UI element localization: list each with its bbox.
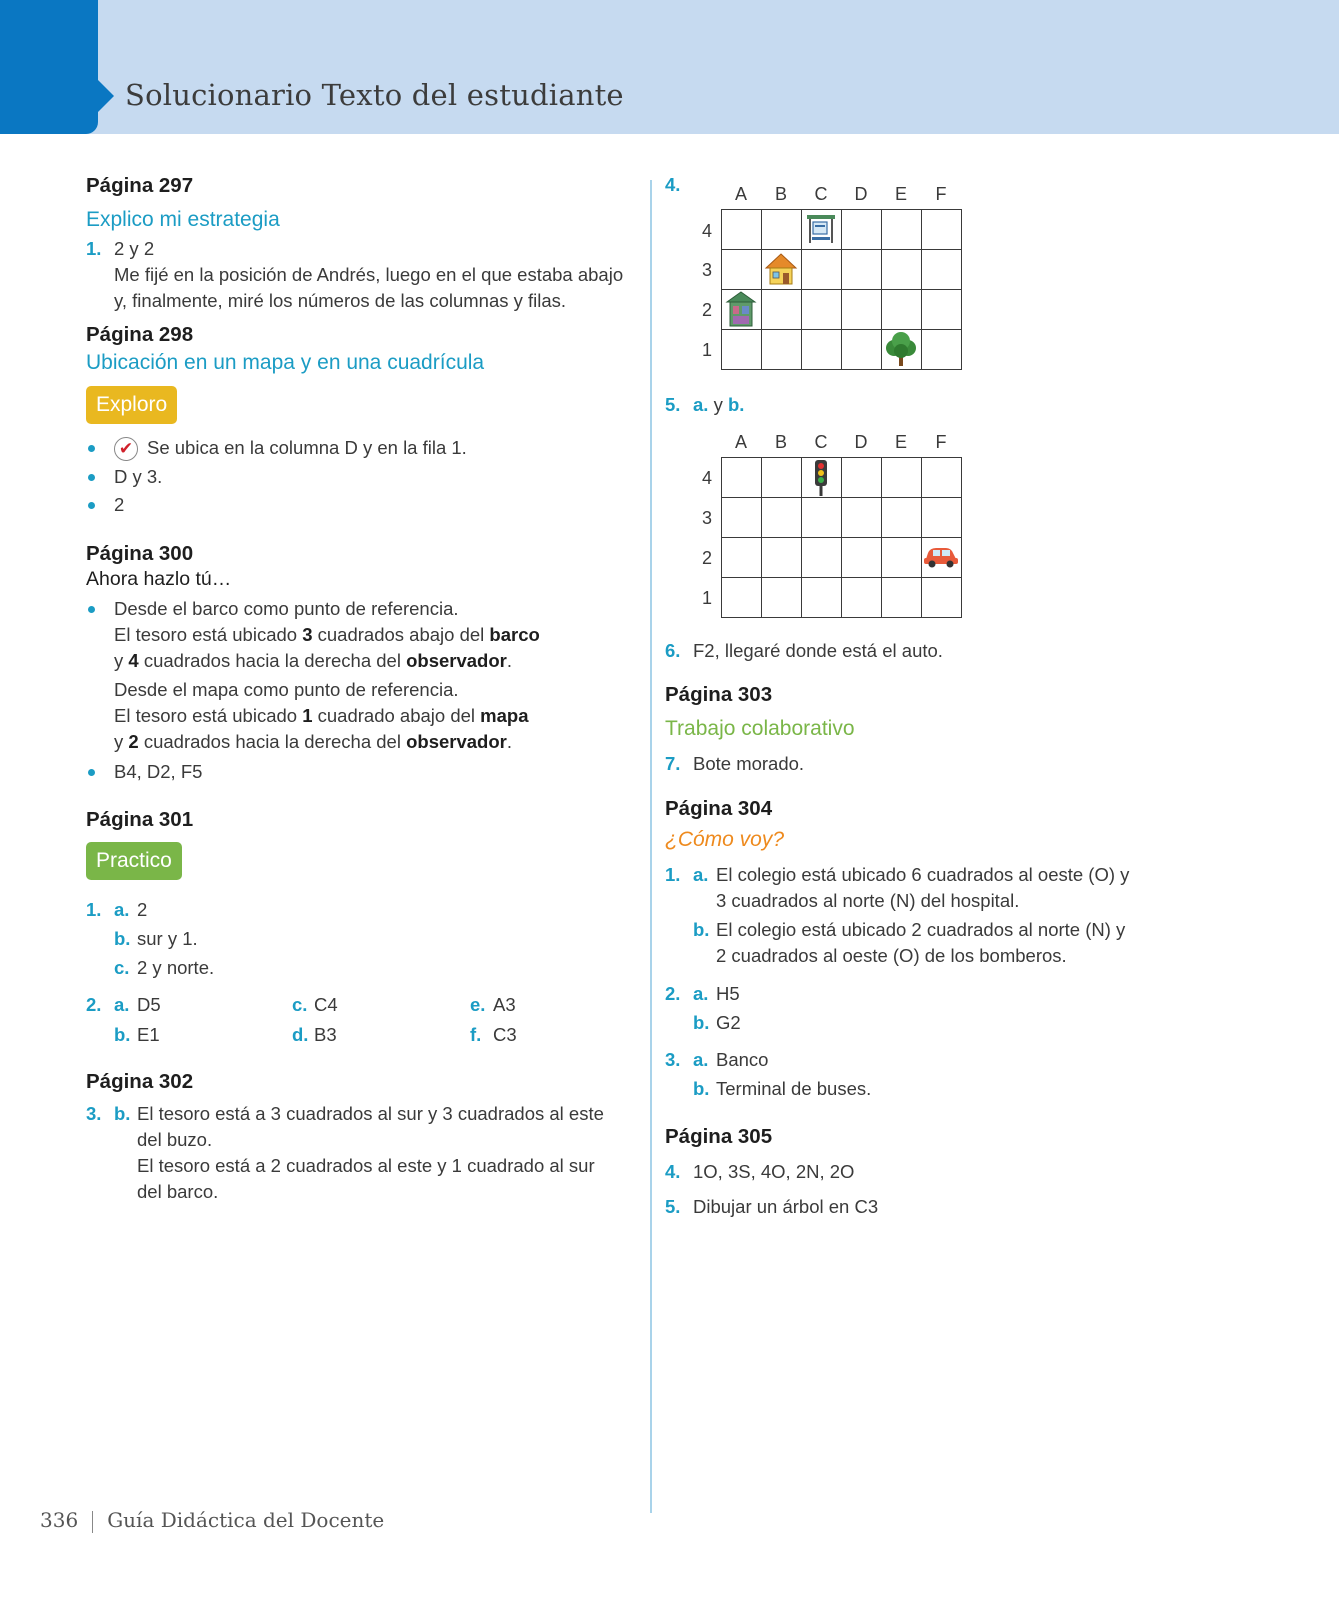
sub-label: a.	[693, 1049, 709, 1070]
item-number: 1.	[86, 899, 102, 920]
sub-label: d.	[292, 1024, 309, 1045]
page-304-heading: Página 304	[665, 797, 773, 820]
sub-label: f.	[470, 1024, 482, 1045]
page-302-heading: Página 302	[86, 1070, 194, 1093]
answer-text: E1	[137, 1024, 160, 1045]
item-number: 2.	[86, 994, 102, 1015]
como-voy-heading: ¿Cómo voy?	[665, 828, 785, 851]
item-number: 3.	[86, 1103, 102, 1124]
answer-text: del buzo.	[137, 1129, 213, 1150]
bullet-text: 2	[114, 494, 125, 515]
answer-text: El colegio está ubicado 2 cuadrados al norte (N) y	[716, 919, 1126, 940]
answer-text: C4	[314, 994, 338, 1015]
bullet-icon	[88, 606, 95, 613]
explorо-badge: Explorо	[86, 386, 177, 424]
item-number: 1.	[665, 864, 681, 885]
page-305-heading: Página 305	[665, 1125, 773, 1148]
page-title: Solucionario Texto del estudiante	[125, 78, 624, 112]
bullet-text: Desde el mapa como punto de referencia.	[114, 679, 459, 700]
grid-col-label: B	[774, 432, 787, 452]
answer-text: sur y 1.	[137, 928, 198, 949]
answer-text: D5	[137, 994, 161, 1015]
grid-col-label: F	[935, 184, 947, 204]
column-divider	[650, 180, 652, 1513]
traffic-light-icon	[812, 459, 830, 497]
footer-title: Guía Didáctica del Docente	[107, 1508, 385, 1532]
item-number: 5.	[665, 394, 681, 415]
answer-text: 2 y 2	[114, 238, 155, 259]
sub-label: b.	[693, 1012, 710, 1033]
bullet-icon	[88, 445, 95, 452]
grid-row-label: 3	[701, 260, 712, 280]
item-number: 1.	[86, 238, 102, 259]
page-301-heading: Página 301	[86, 808, 194, 831]
sub-label: e.	[470, 994, 486, 1015]
answer-text: 2 y norte.	[137, 957, 215, 978]
answer-text: Terminal de buses.	[716, 1078, 872, 1099]
grid-col-label: A	[734, 432, 747, 452]
q5-label: a. y b.	[693, 394, 745, 415]
answer-text: C3	[493, 1024, 517, 1045]
grid-table	[721, 457, 962, 618]
car-icon	[922, 543, 960, 569]
bus-stop-icon	[803, 211, 839, 247]
sub-label: a.	[693, 983, 709, 1004]
ubicacion-heading: Ubicación en un mapa y en una cuadrícula	[86, 351, 485, 374]
explico-heading: Explico mi estrategia	[86, 208, 280, 231]
grid-row-label: 2	[701, 300, 712, 320]
grid-col-label: D	[854, 184, 868, 204]
bullet-text: Se ubica en la columna D y en la fila 1.	[147, 437, 467, 458]
trabajo-heading: Trabajo colaborativo	[665, 717, 855, 740]
sub-label: b.	[693, 919, 710, 940]
sub-label: b.	[114, 1103, 131, 1124]
bullet-icon	[88, 769, 95, 776]
house-icon	[763, 251, 799, 287]
page-297-heading: Página 297	[86, 174, 194, 197]
grid-col-label: B	[774, 184, 787, 204]
item-number: 5.	[665, 1196, 681, 1217]
answer-text: Bote morado.	[693, 753, 805, 774]
answer-text: 3 cuadrados al norte (N) del hospital.	[716, 890, 1020, 911]
bullet-text: B4, D2, F5	[114, 761, 203, 782]
bullet-text: Desde el barco como punto de referencia.	[114, 598, 459, 619]
answer-text: B3	[314, 1024, 337, 1045]
answer-text: 2	[137, 899, 148, 920]
bullet-text: y 2 cuadrados hacia la derecha del observador.	[114, 731, 512, 752]
grid-col-label: E	[894, 184, 907, 204]
bullet-text: El tesoro está ubicado 1 cuadrado abajo del mapa	[114, 705, 529, 726]
grid-row-label: 1	[701, 340, 712, 360]
header-band	[0, 0, 1339, 134]
answer-text: F2, llegaré donde está el auto.	[693, 640, 943, 661]
footer-page-number: 336	[40, 1508, 79, 1532]
footer-separator	[92, 1511, 93, 1533]
answer-text: El tesoro está a 2 cuadrados al este y 1 cuadrado al sur	[137, 1155, 595, 1176]
page-298-heading: Página 298	[86, 323, 194, 346]
sub-label: c.	[292, 994, 308, 1015]
item-number: 7.	[665, 753, 681, 774]
footer	[40, 1508, 384, 1533]
sub-label: a.	[114, 899, 130, 920]
answer-text: A3	[493, 994, 516, 1015]
sub-label: b.	[114, 1024, 131, 1045]
item-number: 2.	[665, 983, 681, 1004]
answer-text: Dibujar un árbol en C3	[693, 1196, 879, 1217]
sub-label: b.	[114, 928, 131, 949]
bullet-icon	[88, 502, 95, 509]
grid-col-label: A	[734, 184, 747, 204]
answer-text: G2	[716, 1012, 741, 1033]
page-300-heading: Página 300	[86, 542, 194, 565]
bullet-icon	[88, 474, 95, 481]
answer-text: 1O, 3S, 4O, 2N, 2O	[693, 1161, 855, 1182]
ahora-heading: Ahora hazlo tú…	[86, 568, 232, 590]
answer-text: Me fijé en la posición de Andrés, luego en el que estaba abajo	[114, 264, 624, 285]
practico-badge: Practico	[86, 842, 182, 880]
tree-icon	[882, 330, 920, 368]
grid-row-label: 4	[701, 221, 712, 241]
item-number: 4.	[665, 174, 681, 195]
grid-col-label: D	[854, 432, 868, 452]
bullet-text: El tesoro está ubicado 3 cuadrados abajo del barco	[114, 624, 540, 645]
answer-text: Banco	[716, 1049, 769, 1070]
answer-text: El colegio está ubicado 6 cuadrados al oeste (O) y	[716, 864, 1130, 885]
page-303-heading: Página 303	[665, 683, 773, 706]
sub-label: c.	[114, 957, 130, 978]
item-number: 4.	[665, 1161, 681, 1182]
grid-col-label: F	[935, 432, 947, 452]
answer-text: El tesoro está a 3 cuadrados al sur y 3 cuadrados al este	[137, 1103, 604, 1124]
grid-row-label: 4	[701, 468, 712, 488]
header-arrow-icon	[98, 80, 114, 112]
kiosk-icon	[723, 290, 759, 328]
sub-label: a.	[114, 994, 130, 1015]
header-tab	[0, 0, 98, 134]
item-number: 6.	[665, 640, 681, 661]
answer-text: y, finalmente, miré los números de las columnas y filas.	[114, 290, 567, 311]
grid-row-label: 2	[701, 548, 712, 568]
answer-text: 2 cuadrados al oeste (O) de los bomberos.	[716, 945, 1067, 966]
answer-text: del barco.	[137, 1181, 219, 1202]
sub-label: b.	[693, 1078, 710, 1099]
checkmark-icon: ✔	[114, 437, 138, 461]
bullet-text: y 4 cuadrados hacia la derecha del observador.	[114, 650, 512, 671]
grid-col-label: E	[894, 432, 907, 452]
grid-col-label: C	[814, 432, 828, 452]
grid-col-label: C	[814, 184, 828, 204]
grid-row-label: 3	[701, 508, 712, 528]
bullet-text: D y 3.	[114, 466, 163, 487]
sub-label: a.	[693, 864, 709, 885]
answer-text: H5	[716, 983, 740, 1004]
grid-row-label: 1	[701, 588, 712, 608]
item-number: 3.	[665, 1049, 681, 1070]
